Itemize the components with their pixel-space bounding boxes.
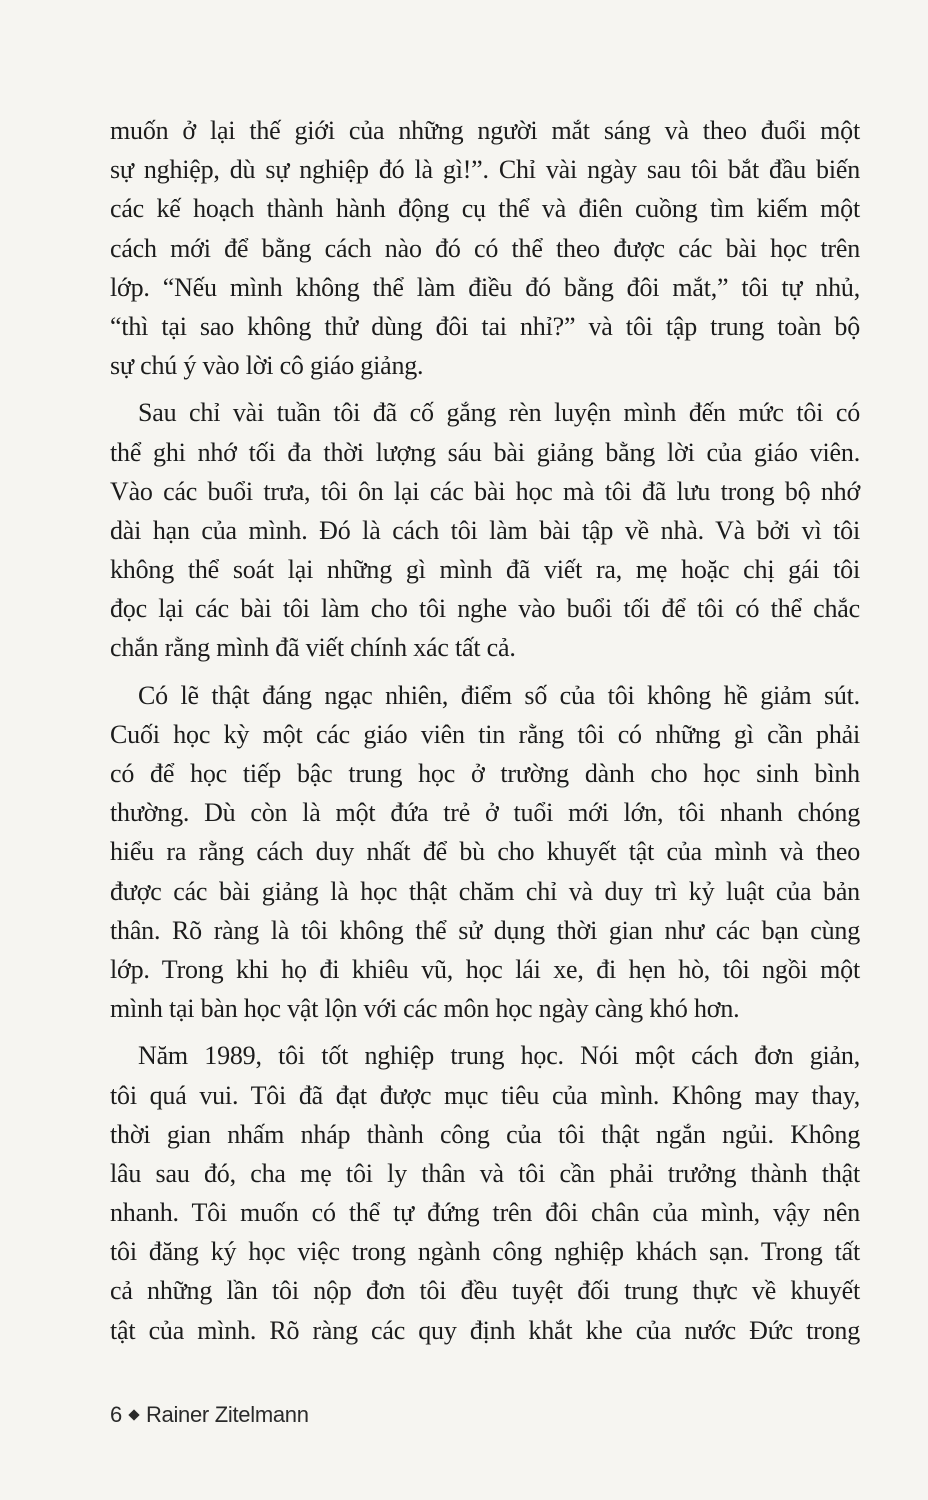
- text-line: tôi đăng ký học việc trong ngành công nghiệp khách sạn. Trong tất: [110, 1237, 860, 1267]
- page-body: [110, 111, 860, 1358]
- text-line: có để học tiếp bậc trung học ở trường dành cho học sinh bình: [110, 759, 860, 788]
- page-footer: [110, 1402, 309, 1428]
- paragraph: [110, 676, 860, 1029]
- text-line: nhanh. Tôi muốn có thể tự đứng trên đôi chân của mình, vậy nên: [110, 1198, 860, 1228]
- text-line: Cuối học kỳ một các giáo viên tin rằng tôi có những gì cần phải: [110, 719, 860, 749]
- text-line: cả những lần tôi nộp đơn tôi đều tuyệt đối trung thực về khuyết: [110, 1276, 860, 1306]
- text-line: đọc lại các bài tôi làm cho tôi nghe vào buổi tối để tôi có thể chắc: [110, 594, 860, 624]
- text-line: thân. Rõ ràng là tôi không thể sử dụng thời gian như các bạn cùng: [110, 915, 860, 945]
- text-line: các kế hoạch thành hành động cụ thể và điên cuồng tìm kiếm một: [110, 194, 860, 224]
- text-line: Năm 1989, tôi tốt nghiệp trung học. Nói một cách đơn giản,: [138, 1041, 860, 1071]
- diamond-icon: [128, 1409, 139, 1420]
- paragraph: [110, 393, 860, 667]
- text-line: chắn rằng mình đã viết chính xác tất cả.: [110, 633, 516, 663]
- text-line: không thể soát lại những gì mình đã viết ra, mẹ hoặc chị gái tôi: [110, 555, 860, 585]
- text-line: lớp. Trong khi họ đi khiêu vũ, học lái xe, đi hẹn hò, tôi ngồi một: [110, 954, 860, 984]
- text-line: mình tại bàn học vật lộn với các môn học ngày càng khó hơn.: [110, 994, 740, 1024]
- text-line: cách mới để bằng cách nào đó có thể theo được các bài học trên: [110, 233, 860, 263]
- text-line: muốn ở lại thế giới của những người mắt sáng và theo đuổi một: [110, 116, 860, 145]
- author-name: Rainer Zitelmann: [145, 1402, 309, 1427]
- text-line: dài hạn của mình. Đó là cách tôi làm bài tập về nhà. Và bởi vì tôi: [110, 515, 860, 545]
- text-line: thường. Dù còn là một đứa trẻ ở tuổi mới lớn, tôi nhanh chóng: [110, 798, 860, 828]
- text-line: sự chú ý vào lời cô giáo giảng.: [110, 351, 424, 381]
- text-line: hiểu ra rằng cách duy nhất để bù cho khuyết tật của mình và theo: [110, 837, 860, 867]
- text-line: được các bài giảng là học thật chăm chỉ và duy trì kỷ luật của bản: [110, 876, 860, 906]
- text-line: thể ghi nhớ tối đa thời lượng sáu bài giảng bằng lời của giáo viên.: [110, 437, 860, 467]
- text-line: tật của mình. Rõ ràng các quy định khắt khe của nước Đức trong: [110, 1315, 860, 1345]
- text-line: Sau chỉ vài tuần tôi đã cố gắng rèn luyện mình đến mức tôi có: [138, 398, 860, 428]
- text-line: lâu sau đó, cha mẹ tôi ly thân và tôi cần phải trưởng thành thật: [110, 1158, 860, 1188]
- text-line: tôi quá vui. Tôi đã đạt được mục tiêu của mình. Không may thay,: [110, 1080, 860, 1110]
- text-line: “thì tại sao không thử dùng đôi tai nhỉ?” và tôi tập trung toàn bộ: [110, 311, 860, 341]
- paragraph: [110, 111, 860, 385]
- page-number: 6: [110, 1402, 122, 1427]
- text-line: thời gian nhấm nháp thành công của tôi thật ngắn ngủi. Không: [110, 1119, 860, 1149]
- paragraph: [110, 1036, 860, 1350]
- text-line: sự nghiệp, dù sự nghiệp đó là gì!”. Chỉ vài ngày sau tôi bắt đầu biến: [110, 155, 860, 185]
- text-line: lớp. “Nếu mình không thể làm điều đó bằng đôi mắt,” tôi tự nhủ,: [110, 272, 860, 302]
- text-line: Có lẽ thật đáng ngạc nhiên, điểm số của tôi không hề giảm sút.: [138, 680, 860, 710]
- text-line: Vào các buổi trưa, tôi ôn lại các bài học mà tôi đã lưu trong bộ nhớ: [110, 476, 860, 506]
